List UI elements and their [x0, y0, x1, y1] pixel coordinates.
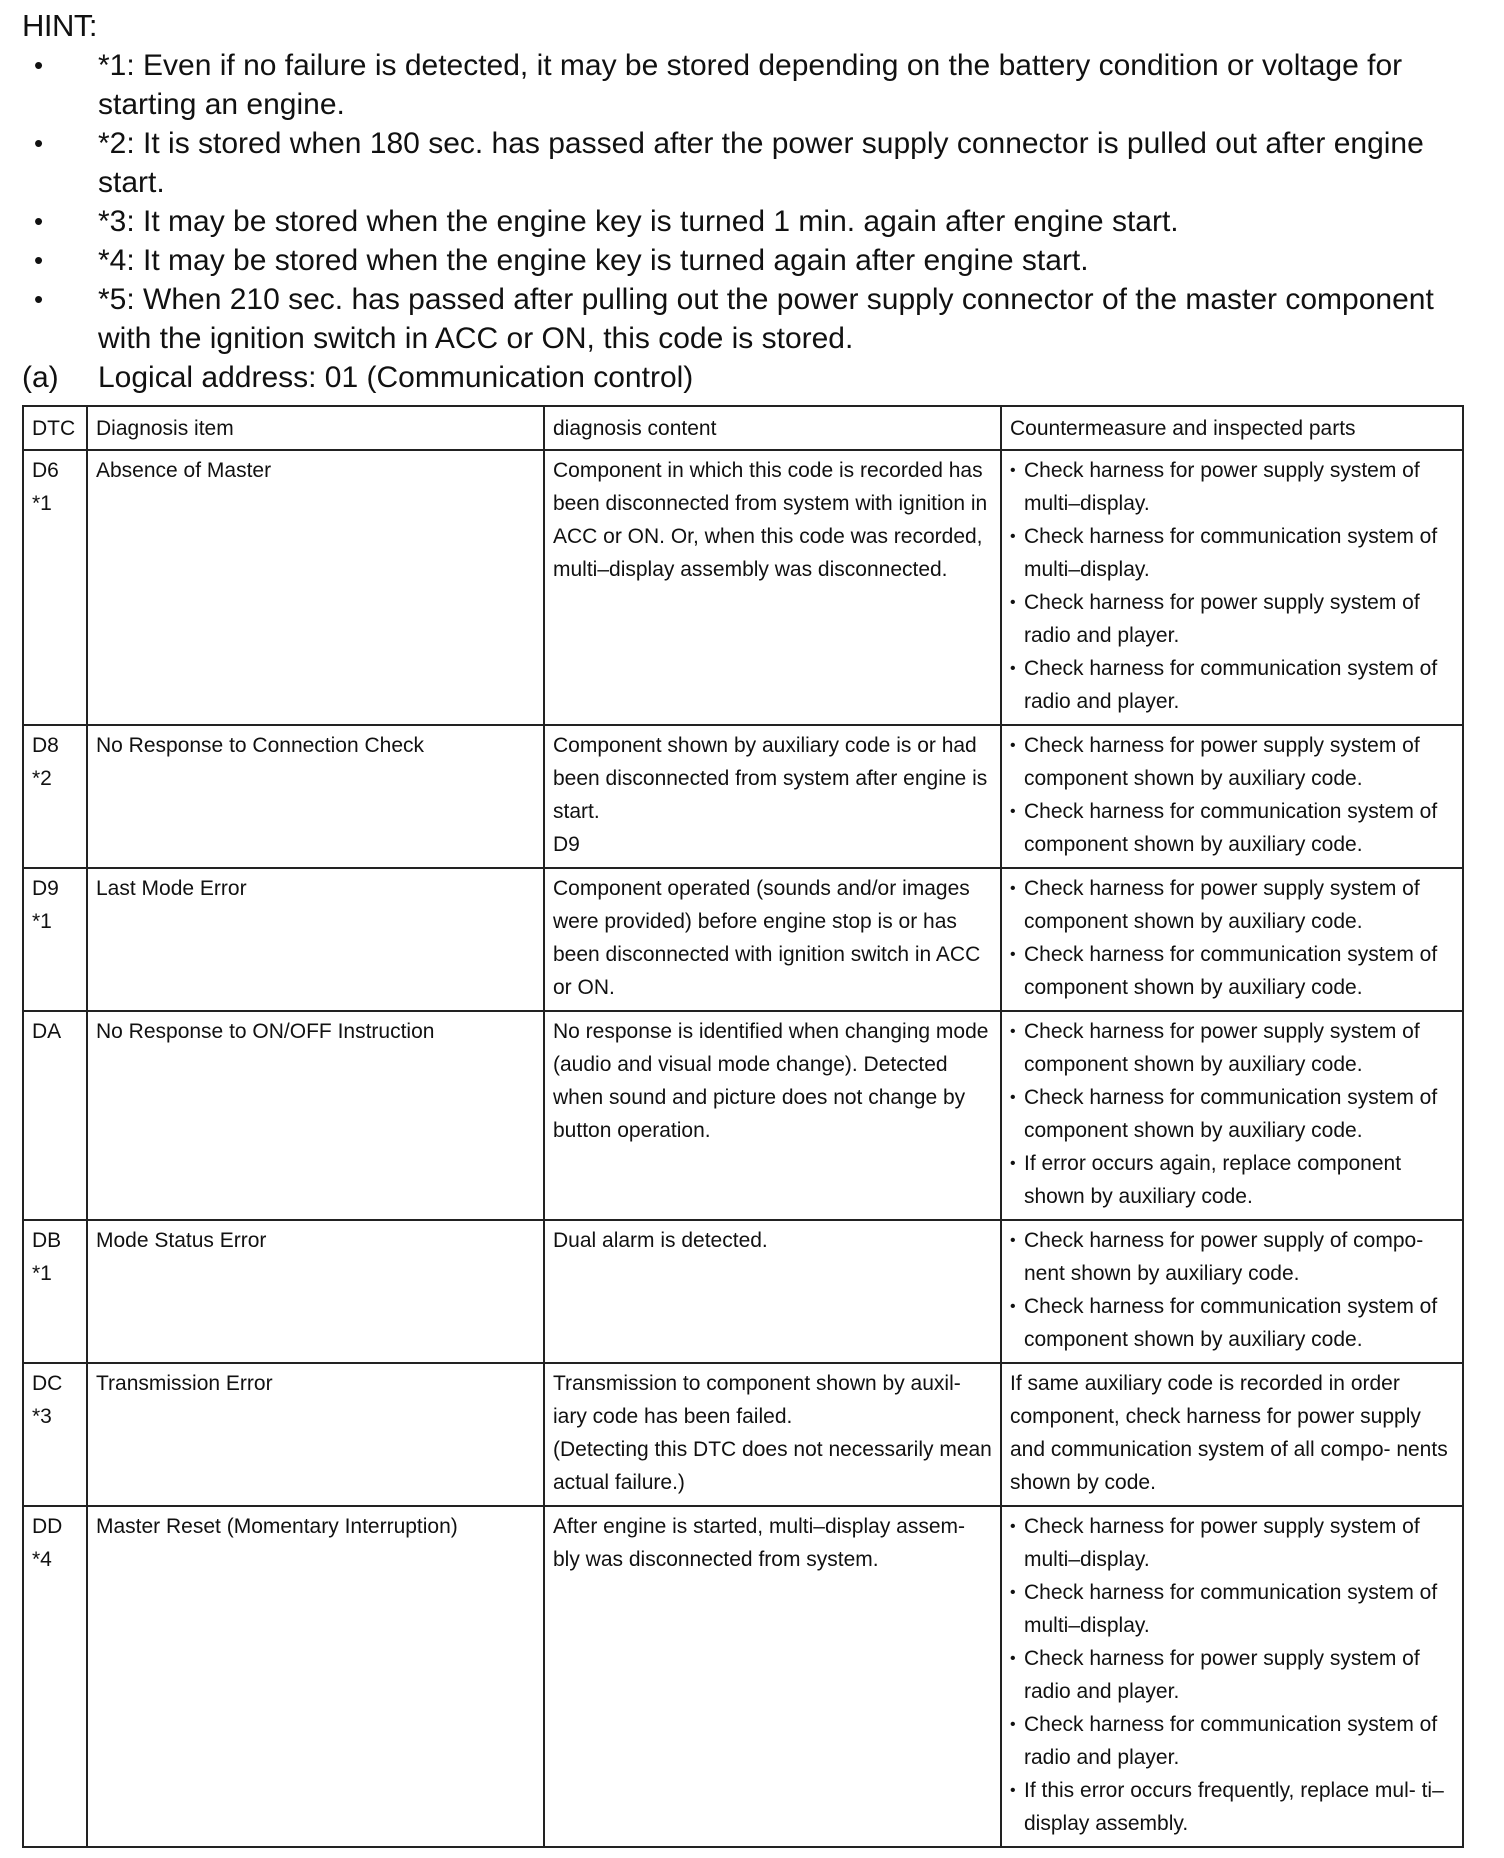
diagnosis-content-cell	[544, 1506, 1001, 1847]
section-title: Logical address: 01 (Communication control)	[98, 361, 694, 394]
diagnosis-content-cell	[544, 1220, 1001, 1363]
bullet-icon: •	[34, 206, 44, 236]
hint-text: *1: Even if no failure is detected, it may be stored depending on the battery condition or voltage for starting an engine.	[98, 49, 1403, 121]
diagnosis-content-cell	[544, 450, 1001, 725]
countermeasure-item: • Check harness for communication system of multi–display.	[1010, 1576, 1454, 1642]
diagnosis-item-cell: Master Reset (Momentary Interruption)	[87, 1506, 544, 1847]
countermeasure-cell	[1001, 868, 1463, 1011]
dtc-code-cell	[23, 1506, 87, 1847]
countermeasure-item: • If this error occurs frequently, replace mul- ti–display assembly.	[1010, 1774, 1454, 1840]
countermeasure-item: • Check harness for power supply system of multi–display.	[1010, 454, 1454, 520]
diagnosis-content-text: Component shown by auxiliary code is or had been disconnected from system after engine is start.	[553, 734, 988, 823]
table-row	[23, 1011, 1463, 1220]
countermeasure-list	[1010, 1015, 1454, 1213]
countermeasure-item: • Check harness for power supply system of component shown by auxiliary code.	[1010, 1015, 1454, 1081]
table-row	[23, 1506, 1463, 1847]
diagnosis-content-cell	[544, 1011, 1001, 1220]
diagnosis-content-cell	[544, 1363, 1001, 1506]
countermeasure-item: • If error occurs again, replace component shown by auxiliary code.	[1010, 1147, 1454, 1213]
diagnosis-content-text: D9	[553, 833, 580, 856]
countermeasure-list	[1010, 872, 1454, 1004]
diagnosis-item-cell: Transmission Error	[87, 1363, 544, 1506]
dtc-code-cell	[23, 868, 87, 1011]
diagnosis-content-text: After engine is started, multi–display assem- bly was disconnected from system.	[553, 1515, 966, 1571]
countermeasure-item: • Check harness for communication system of component shown by auxiliary code.	[1010, 1081, 1454, 1147]
countermeasure-item: • Check harness for power supply system of radio and player.	[1010, 586, 1454, 652]
hint-heading: HINT:	[22, 8, 97, 43]
diagnosis-content-cell	[544, 868, 1001, 1011]
table-row	[23, 1220, 1463, 1363]
countermeasure-item: • Check harness for communication system of component shown by auxiliary code.	[1010, 795, 1454, 861]
diagnosis-item-cell: Mode Status Error	[87, 1220, 544, 1363]
diagnosis-item-cell: No Response to ON/OFF Instruction	[87, 1011, 544, 1220]
countermeasure-cell	[1001, 725, 1463, 868]
dtc-note-ref: *1	[32, 492, 52, 515]
countermeasure-cell	[1001, 1506, 1463, 1847]
dtc-note-ref: *1	[32, 1262, 52, 1285]
bullet-icon: •	[34, 50, 44, 80]
hint-text: *4: It may be stored when the engine key is turned again after engine start.	[98, 244, 1089, 277]
table-row	[23, 1363, 1463, 1506]
countermeasure-item: • Check harness for power supply system of radio and player.	[1010, 1642, 1454, 1708]
diagnosis-item-cell: Last Mode Error	[87, 868, 544, 1011]
countermeasure-cell	[1001, 1220, 1463, 1363]
diagnosis-item-cell: Absence of Master	[87, 450, 544, 725]
hint-text: *5: When 210 sec. has passed after pulling out the power supply connector of the master component with the ignition switch in ACC or ON, this code is stored.	[98, 283, 1434, 355]
dtc-note-ref: *2	[32, 767, 52, 790]
dtc-code: DB	[32, 1229, 62, 1252]
diagnosis-content-text: Dual alarm is detected.	[553, 1229, 768, 1252]
countermeasure-item: • Check harness for communication system of multi–display.	[1010, 520, 1454, 586]
diagnosis-content-text: (Detecting this DTC does not necessarily mean actual failure.)	[553, 1438, 992, 1494]
diagnosis-content-text: No response is identified when changing mode (audio and visual mode change). Detected when sound and picture does not change by button operation.	[553, 1020, 989, 1142]
countermeasure-list	[1010, 1510, 1454, 1840]
hint-text: *2: It is stored when 180 sec. has passed after the power supply connector is pulled out after engine start.	[98, 127, 1424, 199]
countermeasure-item: • Check harness for communication system of component shown by auxiliary code.	[1010, 938, 1454, 1004]
diagnosis-content-text: Transmission to component shown by auxil- iary code has been failed.	[553, 1372, 961, 1428]
dtc-code-cell	[23, 1220, 87, 1363]
dtc-code: DC	[32, 1372, 63, 1395]
dtc-note-ref: *1	[32, 910, 52, 933]
countermeasure-cell	[1001, 450, 1463, 725]
countermeasure-list	[1010, 454, 1454, 718]
hint-list	[22, 46, 1472, 358]
countermeasure-text: If same auxiliary code is recorded in order component, check harness for power supply and communication system of all compo- nents shown by code.	[1010, 1372, 1448, 1494]
table-row	[23, 725, 1463, 868]
bullet-icon: •	[34, 284, 44, 314]
countermeasure-item: • Check harness for communication system of component shown by auxiliary code.	[1010, 1290, 1454, 1356]
table-row	[23, 868, 1463, 1011]
bullet-icon: •	[34, 128, 44, 158]
countermeasure-item: • Check harness for communication system of radio and player.	[1010, 652, 1454, 718]
header-countermeasure: Countermeasure and inspected parts	[1001, 406, 1463, 450]
hint-item	[22, 280, 1472, 358]
countermeasure-cell	[1001, 1363, 1463, 1506]
table-body	[23, 450, 1463, 1847]
header-dtc: DTC	[23, 406, 87, 450]
countermeasure-item: • Check harness for power supply system of multi–display.	[1010, 1510, 1454, 1576]
countermeasure-item: • Check harness for power supply system of component shown by auxiliary code.	[1010, 729, 1454, 795]
hint-item	[22, 124, 1472, 202]
section-heading	[22, 361, 693, 395]
header-diagnosis-item: Diagnosis item	[87, 406, 544, 450]
countermeasure-item: • Check harness for power supply of compo- nent shown by auxiliary code.	[1010, 1224, 1454, 1290]
dtc-code: DA	[32, 1020, 62, 1043]
section-letter: (a)	[22, 361, 59, 394]
dtc-code: DD	[32, 1515, 63, 1538]
dtc-code: D8	[32, 734, 59, 757]
dtc-code-cell	[23, 1011, 87, 1220]
countermeasure-list	[1010, 729, 1454, 861]
countermeasure-list	[1010, 1224, 1454, 1356]
dtc-code-cell	[23, 725, 87, 868]
header-diagnosis-content: diagnosis content	[544, 406, 1001, 450]
diagnosis-content-text: Component in which this code is recorded has been disconnected from system with ignition in ACC or ON. Or, when this code was recorded, multi–display assembly was disconnected.	[553, 459, 988, 581]
dtc-code-cell	[23, 450, 87, 725]
hint-item	[22, 241, 1472, 280]
dtc-note-ref: *3	[32, 1405, 52, 1428]
dtc-code: D6	[32, 459, 59, 482]
hint-item	[22, 46, 1472, 124]
table-row	[23, 450, 1463, 725]
dtc-code-cell	[23, 1363, 87, 1506]
dtc-note-ref: *4	[32, 1548, 52, 1571]
dtc-code: D9	[32, 877, 59, 900]
hint-item	[22, 202, 1472, 241]
diagnosis-item-cell: No Response to Connection Check	[87, 725, 544, 868]
diagnosis-content-cell	[544, 725, 1001, 868]
hint-text: *3: It may be stored when the engine key is turned 1 min. again after engine start.	[98, 205, 1179, 238]
table-header-row	[23, 406, 1463, 450]
bullet-icon: •	[34, 245, 44, 275]
dtc-table	[22, 405, 1464, 1848]
countermeasure-item: • Check harness for power supply system of component shown by auxiliary code.	[1010, 872, 1454, 938]
diagnosis-content-text: Component operated (sounds and/or images were provided) before engine stop is or has been disconnected with ignition switch in ACC or ON.	[553, 877, 981, 999]
countermeasure-item: • Check harness for communication system of radio and player.	[1010, 1708, 1454, 1774]
countermeasure-cell	[1001, 1011, 1463, 1220]
